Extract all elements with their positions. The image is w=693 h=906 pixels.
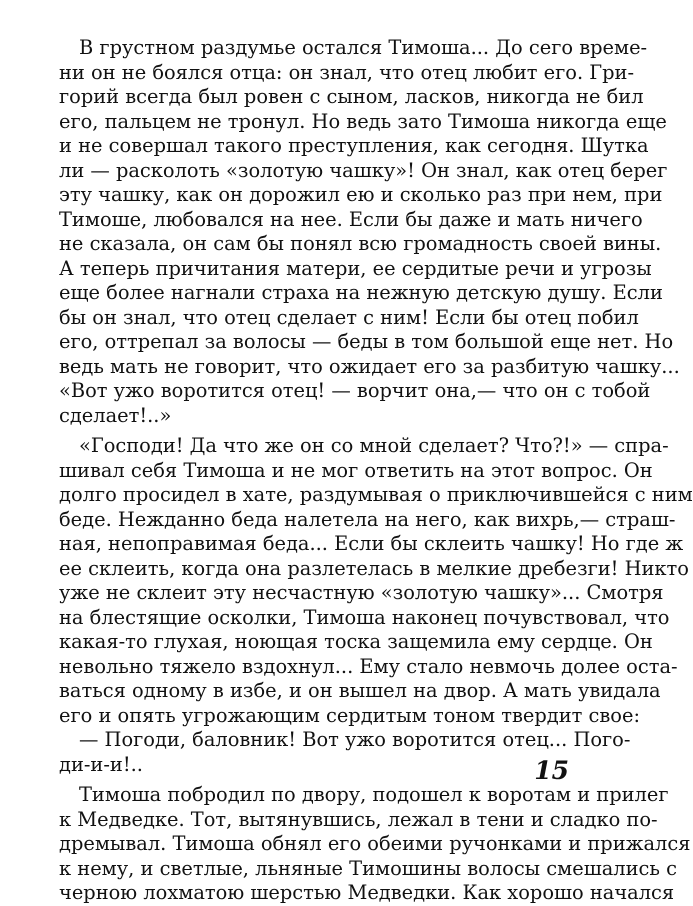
text-line: не сказала, он сам бы понял всю громадность своей вины.	[59, 232, 662, 255]
text-line: — Погоди, баловник! Вот ужо воротится отец... Пого-	[79, 728, 631, 751]
page-body	[59, 36, 693, 906]
text-line: беде. Нежданно беда налетела на него, как вихрь,— страш-	[59, 507, 676, 531]
text-line: А теперь причитания матери, ее сердитые речи и угрозы	[59, 256, 652, 280]
text-line: шивал себя Тимоша и не мог ответить на этот вопрос. Он	[59, 458, 653, 482]
text-line: эту чашку, как он дорожил ею и сколько раз при нем, при	[59, 183, 663, 206]
text-line: ни он не боялся отца: он знал, что отец любит его. Гри-	[59, 60, 635, 84]
text-line: его и опять угрожающим сердитым тоном твердит свое:	[59, 703, 640, 727]
text-line: Тимоша побродил по двору, подошел к воротам и прилег	[79, 783, 669, 806]
text-line: какая-то глухая, ноющая тоска защемила ему сердце. Он	[59, 630, 653, 653]
text-line: к нему, и светлые, льняные Тимошины волосы смешались с	[59, 856, 677, 880]
text-line: ведь мать не говорит, что ожидает его за разбитую чашку...	[59, 354, 680, 378]
text-line: на блестящие осколки, Тимоша наконец почувствовал, что	[59, 605, 670, 629]
paragraph-4	[59, 783, 691, 906]
text-line: Тимоше, любовался на нее. Если бы даже и мать ничего	[59, 207, 643, 231]
text-line: черною лохматою шерстью Медведки. Как хорошо начался	[59, 881, 675, 904]
text-line: ди-и-и!..	[59, 752, 143, 776]
text-line: ли — расколоть «золотую чашку»! Он знал, как отец берег	[59, 158, 668, 182]
text-line: к Медведке. Тот, вытянувшись, лежал в тени и сладко по-	[59, 807, 658, 831]
text-line: «Вот ужо воротится отец! — ворчит она,— что он с тобой	[59, 379, 651, 402]
text-line: ваться одному в избе, и он вышел на двор. А мать увидала	[59, 679, 661, 702]
paragraph-1	[59, 36, 680, 428]
text-line: его, оттрепал за волосы — беды в том большой еще нет. Но	[59, 330, 674, 353]
text-line: долго просидел в хате, раздумывая о приключившейся с ним	[59, 483, 693, 506]
text-line: дремывал. Тимоша обнял его обеими ручонками и прижался	[59, 832, 691, 855]
text-line: и не совершал такого преступления, как сегодня. Шутка	[59, 134, 649, 157]
paragraph-2	[59, 434, 693, 728]
text-line: его, пальцем не тронул. Но ведь зато Тимоша никогда еще	[59, 109, 667, 133]
text-line: ная, непоправимая беда... Если бы склеить чашку! Но где ж	[59, 532, 684, 555]
text-line: сделает!..»	[59, 403, 172, 427]
text-line: невольно тяжело вздохнул... Ему стало невмочь долее оста-	[59, 654, 678, 678]
text-line: горий всегда был ровен с сыном, ласков, никогда не бил	[59, 85, 644, 108]
text-line: ее склеить, когда она разлетелась в мелкие дребезги! Никто	[59, 556, 689, 580]
text-line: «Господи! Да что же он со мной сделает? Что?!» — спра-	[79, 434, 669, 457]
paragraph-3	[59, 728, 631, 777]
text-line: уже не склеит эту несчастную «золотую чашку»... Смотря	[59, 581, 664, 604]
text-line: еще более нагнали страха на нежную детскую душу. Если	[59, 281, 663, 304]
text-line: В грустном раздумье остался Тимоша... До сего време-	[79, 36, 648, 59]
page-number: 15	[534, 756, 569, 785]
text-line: бы он знал, что отец сделает с ним! Если бы отец побил	[59, 305, 639, 329]
